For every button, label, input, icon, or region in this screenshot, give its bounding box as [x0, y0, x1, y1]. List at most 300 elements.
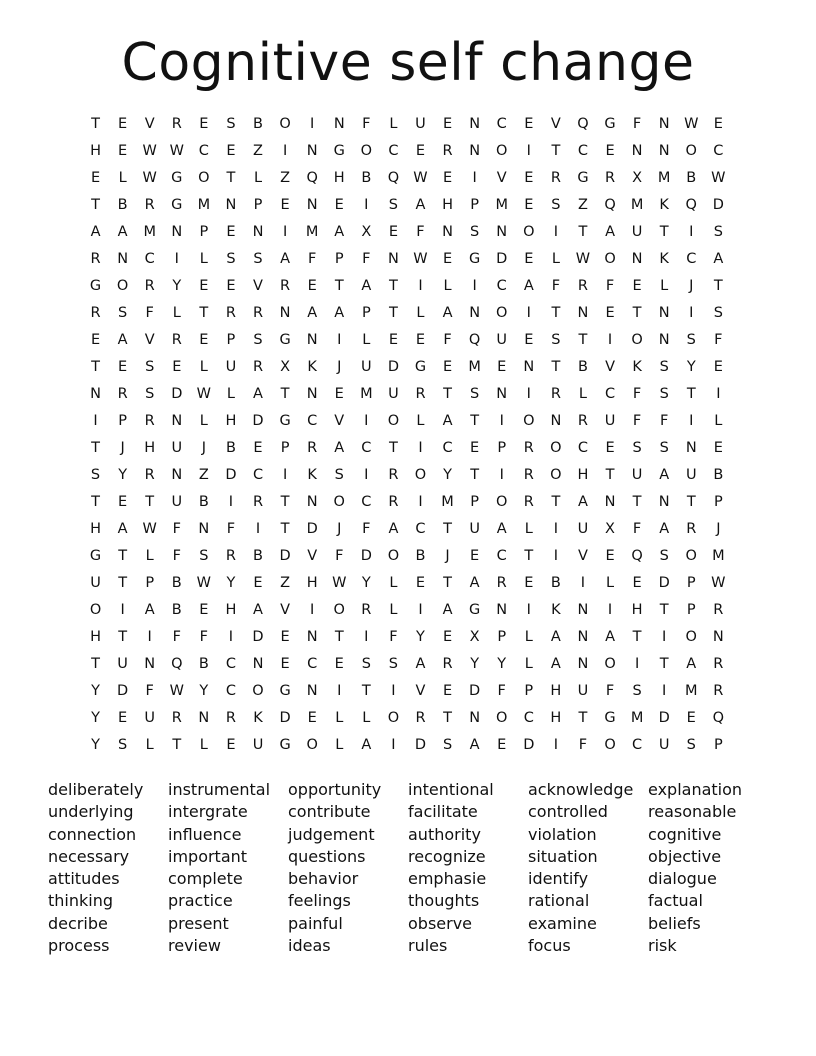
grid-letter: F	[632, 386, 642, 402]
grid-letter: P	[497, 440, 507, 456]
grid-letter: O	[631, 332, 643, 348]
grid-letter: N	[171, 467, 183, 483]
grid-letter: E	[90, 332, 101, 348]
grid-letter: R	[144, 278, 155, 294]
grid-letter: N	[333, 116, 345, 132]
grid-letter: C	[496, 116, 507, 132]
grid-row	[82, 408, 734, 435]
grid-letter: J	[337, 359, 342, 375]
grid-letter: I	[526, 386, 531, 402]
grid-letter: I	[499, 467, 504, 483]
grid-letter: B	[198, 656, 209, 672]
grid-letter: P	[334, 251, 344, 267]
grid-letter: R	[713, 683, 724, 699]
grid-letter: C	[604, 386, 616, 402]
grid-letter: A	[280, 251, 291, 267]
word-item: acknowledge	[528, 780, 634, 799]
grid-letter: J	[337, 521, 342, 537]
word-item: rational	[528, 891, 590, 911]
grid-letter: R	[550, 386, 561, 402]
grid-letter: I	[337, 683, 342, 699]
grid-letter: L	[335, 710, 344, 726]
grid-letter: E	[524, 332, 534, 348]
word-item: objective	[648, 846, 722, 866]
grid-letter: S	[388, 197, 398, 213]
grid-letter: M	[441, 494, 454, 510]
grid-letter: N	[117, 251, 129, 267]
grid-letter: A	[388, 521, 399, 537]
grid-letter: C	[144, 251, 155, 267]
grid-letter: W	[169, 143, 184, 159]
grid-letter: W	[332, 575, 347, 591]
grid-letter: S	[226, 116, 236, 132]
grid-letter: E	[415, 332, 426, 348]
grid-letter: E	[280, 656, 290, 672]
grid-letter: D	[252, 413, 264, 429]
grid-letter: T	[226, 170, 236, 186]
grid-letter: E	[118, 143, 128, 159]
word-item: influence	[168, 824, 242, 844]
word-item: ideas	[288, 936, 331, 956]
grid-letter: R	[415, 710, 426, 726]
grid-letter: F	[145, 305, 154, 321]
grid-letter: R	[713, 656, 724, 672]
grid-letter: R	[442, 143, 453, 159]
grid-letter: N	[198, 710, 210, 726]
grid-letter: E	[605, 143, 615, 159]
grid-letter: H	[333, 170, 345, 186]
grid-letter: T	[578, 224, 588, 240]
grid-letter: S	[713, 224, 723, 240]
grid-letter: A	[117, 224, 128, 240]
grid-letter: R	[523, 467, 534, 483]
grid-letter: I	[553, 224, 558, 240]
grid-letter: R	[604, 170, 616, 186]
grid-letter: I	[337, 332, 342, 348]
grid-letter: E	[118, 116, 128, 132]
grid-letter: V	[334, 413, 345, 429]
grid-letter: E	[470, 548, 480, 564]
grid-letter: Z	[253, 143, 263, 159]
grid-letter: X	[361, 224, 372, 240]
grid-letter: O	[685, 143, 697, 159]
grid-letter: R	[713, 602, 724, 618]
grid-letter: P	[497, 629, 507, 645]
grid-letter: N	[496, 386, 508, 402]
grid-row	[82, 354, 734, 381]
grid-letter: D	[414, 737, 427, 753]
grid-letter: S	[226, 251, 236, 267]
grid-letter: T	[551, 305, 561, 321]
grid-letter: L	[199, 359, 208, 375]
grid-letter: U	[685, 467, 697, 483]
grid-letter: E	[713, 116, 723, 132]
grid-letter: P	[199, 224, 209, 240]
grid-letter: S	[659, 548, 669, 564]
grid-letter: U	[361, 359, 372, 375]
grid-letter: J	[120, 440, 125, 456]
grid-letter: H	[90, 521, 101, 537]
grid-letter: N	[90, 386, 101, 402]
grid-row	[82, 543, 734, 570]
grid-letter: T	[118, 629, 128, 645]
grid-letter: W	[142, 170, 157, 186]
grid-letter: S	[253, 251, 263, 267]
grid-letter: O	[550, 440, 562, 456]
grid-letter: I	[255, 521, 261, 537]
grid-letter: E	[442, 629, 453, 645]
grid-letter: D	[523, 737, 535, 753]
grid-letter: I	[716, 386, 721, 402]
grid-letter: R	[388, 494, 399, 510]
grid-letter: G	[279, 683, 291, 699]
grid-letter: Q	[306, 170, 318, 186]
grid-letter: W	[575, 251, 591, 267]
word-item: underlying	[48, 802, 134, 822]
grid-letter: N	[442, 224, 453, 240]
grid-letter: I	[364, 413, 369, 429]
grid-letter: R	[144, 197, 155, 213]
grid-letter: F	[605, 683, 615, 699]
grid-row	[82, 516, 734, 543]
grid-row	[82, 246, 734, 273]
grid-letter: R	[225, 548, 236, 564]
grid-letter: I	[526, 143, 531, 159]
grid-letter: G	[89, 278, 102, 294]
grid-letter: C	[496, 548, 507, 564]
grid-letter: D	[306, 521, 318, 537]
grid-letter: S	[659, 359, 669, 375]
grid-letter: E	[442, 170, 453, 186]
grid-letter: T	[686, 386, 696, 402]
grid-letter: O	[685, 629, 697, 645]
grid-letter: T	[524, 548, 534, 564]
grid-letter: S	[199, 548, 209, 564]
grid-letter: N	[631, 143, 643, 159]
grid-letter: L	[416, 413, 425, 429]
grid-letter: H	[577, 467, 589, 483]
grid-letter: B	[361, 170, 372, 186]
grid-letter: T	[361, 683, 371, 699]
grid-letter: S	[253, 332, 263, 348]
grid-letter: G	[89, 548, 102, 564]
grid-letter: Q	[387, 170, 400, 186]
grid-letter: E	[307, 710, 317, 726]
grid-letter: A	[253, 386, 263, 402]
grid-letter: L	[199, 413, 208, 429]
grid-letter: A	[659, 521, 670, 537]
word-item: questions	[288, 846, 366, 866]
grid-letter: N	[658, 116, 670, 132]
grid-letter: E	[280, 629, 290, 645]
grid-letter: W	[196, 575, 212, 591]
grid-letter: U	[171, 440, 183, 456]
grid-letter: I	[364, 197, 369, 213]
grid-row	[82, 678, 734, 705]
grid-letter: F	[632, 116, 642, 132]
grid-letter: V	[577, 548, 588, 564]
grid-letter: A	[144, 602, 155, 618]
grid-letter: B	[550, 575, 561, 591]
grid-letter: I	[93, 413, 98, 429]
grid-letter: E	[334, 197, 344, 213]
word-item: behavior	[288, 869, 359, 889]
word-item: beliefs	[648, 913, 701, 933]
grid-letter: W	[711, 170, 726, 186]
grid-letter: V	[307, 548, 318, 564]
grid-letter: N	[198, 521, 210, 537]
grid-letter: Y	[118, 467, 128, 483]
grid-letter: S	[118, 737, 128, 753]
grid-letter: D	[171, 386, 183, 402]
grid-letter: K	[307, 467, 317, 483]
grid-letter: T	[145, 494, 155, 510]
grid-letter: I	[391, 737, 396, 753]
grid-letter: T	[578, 710, 588, 726]
grid-letter: I	[580, 575, 586, 591]
grid-letter: T	[632, 305, 642, 321]
grid-letter: G	[469, 251, 481, 267]
grid-letter: G	[279, 332, 291, 348]
word-item: cognitive	[648, 824, 722, 844]
grid-letter: R	[252, 359, 264, 375]
word-column	[648, 779, 768, 957]
grid-letter: P	[470, 197, 479, 213]
grid-letter: D	[387, 359, 399, 375]
grid-letter: C	[577, 440, 588, 456]
word-item: situation	[528, 846, 598, 866]
grid-letter: G	[333, 143, 345, 159]
grid-letter: U	[388, 386, 399, 402]
grid-letter: T	[713, 278, 723, 294]
word-item: connection	[48, 824, 137, 844]
grid-letter: E	[632, 575, 642, 591]
grid-letter: S	[686, 737, 696, 753]
grid-letter: E	[686, 710, 696, 726]
grid-letter: Y	[686, 359, 696, 375]
grid-letter: O	[252, 683, 264, 699]
grid-letter: C	[361, 494, 372, 510]
word-item: factual	[648, 891, 703, 911]
grid-letter: U	[90, 575, 101, 591]
grid-letter: Z	[280, 575, 291, 591]
grid-letter: F	[416, 224, 425, 240]
grid-letter: R	[388, 467, 399, 483]
grid-row	[82, 138, 734, 165]
grid-letter: I	[689, 224, 694, 240]
grid-letter: T	[551, 143, 561, 159]
grid-letter: T	[443, 521, 452, 537]
grid-letter: H	[225, 413, 237, 429]
grid-letter: S	[632, 683, 642, 699]
grid-letter: I	[282, 143, 288, 159]
grid-letter: Q	[604, 197, 616, 213]
grid-letter: W	[684, 116, 699, 132]
grid-letter: H	[90, 143, 101, 159]
grid-letter: T	[632, 494, 642, 510]
grid-letter: S	[632, 440, 642, 456]
word-item: painful	[288, 913, 343, 933]
grid-letter: F	[172, 548, 181, 564]
grid-letter: S	[145, 359, 155, 375]
grid-row	[82, 165, 734, 192]
grid-letter: N	[387, 251, 399, 267]
grid-letter: C	[442, 440, 453, 456]
grid-letter: Y	[443, 467, 452, 483]
grid-letter: N	[550, 413, 562, 429]
word-item: rules	[408, 936, 448, 956]
grid-letter: I	[282, 467, 288, 483]
grid-letter: S	[388, 656, 398, 672]
grid-letter: O	[496, 710, 508, 726]
grid-letter: F	[145, 683, 154, 699]
grid-letter: I	[689, 305, 694, 321]
grid-letter: N	[306, 629, 318, 645]
grid-letter: U	[171, 494, 183, 510]
grid-letter: E	[713, 359, 723, 375]
grid-letter: E	[90, 170, 101, 186]
word-item: opportunity	[288, 780, 382, 799]
grid-letter: V	[496, 170, 507, 186]
grid-letter: L	[389, 602, 398, 618]
grid-letter: U	[117, 656, 128, 672]
grid-letter: A	[577, 494, 588, 510]
grid-letter: R	[171, 332, 182, 348]
grid-letter: H	[225, 602, 237, 618]
grid-letter: P	[713, 737, 723, 753]
grid-letter: O	[387, 710, 400, 726]
grid-letter: A	[605, 224, 615, 240]
grid-letter: A	[469, 575, 480, 591]
grid-letter: E	[199, 602, 209, 618]
grid-letter: T	[334, 629, 344, 645]
grid-letter: P	[686, 575, 696, 591]
grid-letter: T	[334, 278, 344, 294]
grid-letter: A	[686, 656, 697, 672]
word-item: examine	[528, 913, 597, 933]
grid-letter: U	[577, 521, 589, 537]
grid-letter: N	[658, 494, 670, 510]
grid-letter: Y	[470, 656, 480, 672]
grid-letter: N	[252, 224, 264, 240]
grid-letter: I	[472, 170, 477, 186]
grid-letter: N	[225, 197, 237, 213]
grid-letter: T	[91, 197, 100, 213]
grid-letter: U	[415, 116, 426, 132]
grid-letter: A	[550, 629, 561, 645]
grid-letter: T	[280, 386, 290, 402]
grid-letter: M	[712, 548, 725, 564]
word-column	[48, 779, 168, 957]
grid-letter: N	[144, 656, 156, 672]
grid-letter: U	[577, 683, 589, 699]
grid-letter: B	[253, 116, 263, 132]
word-column	[408, 779, 528, 957]
grid-letter: A	[117, 332, 128, 348]
grid-letter: F	[172, 521, 181, 537]
grid-letter: F	[660, 413, 669, 429]
grid-letter: T	[551, 494, 561, 510]
grid-letter: F	[362, 251, 371, 267]
grid-letter: Y	[361, 575, 371, 591]
grid-letter: F	[497, 683, 506, 699]
grid-letter: Z	[577, 197, 588, 213]
word-item: instrumental	[168, 780, 271, 799]
grid-row	[82, 300, 734, 327]
grid-letter: A	[361, 737, 372, 753]
grid-letter: T	[388, 305, 398, 321]
grid-letter: E	[388, 332, 398, 348]
grid-letter: E	[415, 143, 426, 159]
grid-letter: E	[524, 116, 534, 132]
word-item: identify	[528, 869, 589, 889]
grid-letter: D	[279, 548, 291, 564]
grid-letter: X	[280, 359, 291, 375]
grid-letter: X	[632, 170, 643, 186]
grid-letter: X	[469, 629, 480, 645]
grid-letter: E	[524, 251, 534, 267]
word-item: reasonable	[648, 802, 737, 822]
grid-letter: D	[496, 251, 508, 267]
grid-row	[82, 597, 734, 624]
grid-letter: Z	[198, 467, 209, 483]
grid-letter: O	[604, 251, 616, 267]
grid-letter: V	[144, 116, 155, 132]
grid-letter: F	[199, 629, 209, 645]
grid-letter: K	[659, 197, 669, 213]
grid-letter: I	[607, 332, 613, 348]
word-item: focus	[528, 936, 571, 956]
grid-letter: T	[578, 332, 588, 348]
grid-letter: F	[362, 521, 371, 537]
word-column	[528, 779, 648, 957]
grid-letter: M	[630, 197, 644, 213]
grid-letter: B	[198, 494, 209, 510]
grid-letter: O	[604, 737, 616, 753]
grid-letter: R	[686, 521, 697, 537]
grid-letter: T	[659, 224, 669, 240]
grid-letter: F	[714, 332, 723, 348]
grid-letter: N	[496, 224, 508, 240]
grid-letter: S	[713, 305, 723, 321]
grid-letter: E	[442, 116, 453, 132]
grid-letter: T	[172, 737, 182, 753]
grid-letter: E	[118, 494, 128, 510]
grid-letter: A	[415, 656, 426, 672]
grid-letter: A	[117, 521, 128, 537]
grid-letter: E	[307, 278, 317, 294]
grid-letter: Q	[468, 332, 481, 348]
word-item: important	[168, 846, 248, 866]
grid-letter: N	[658, 305, 670, 321]
grid-letter: N	[469, 305, 481, 321]
grid-letter: G	[469, 602, 481, 618]
grid-letter: W	[142, 143, 157, 159]
grid-letter: A	[442, 305, 453, 321]
grid-letter: L	[362, 710, 371, 726]
grid-letter: T	[551, 359, 561, 375]
grid-letter: B	[577, 359, 588, 375]
grid-letter: E	[442, 359, 453, 375]
grid-letter: D	[225, 467, 237, 483]
grid-letter: E	[632, 278, 642, 294]
word-column	[288, 779, 408, 957]
grid-letter: P	[361, 305, 371, 321]
grid-letter: L	[362, 332, 371, 348]
word-list	[48, 779, 768, 957]
grid-letter: A	[334, 224, 345, 240]
grid-letter: L	[172, 305, 181, 321]
